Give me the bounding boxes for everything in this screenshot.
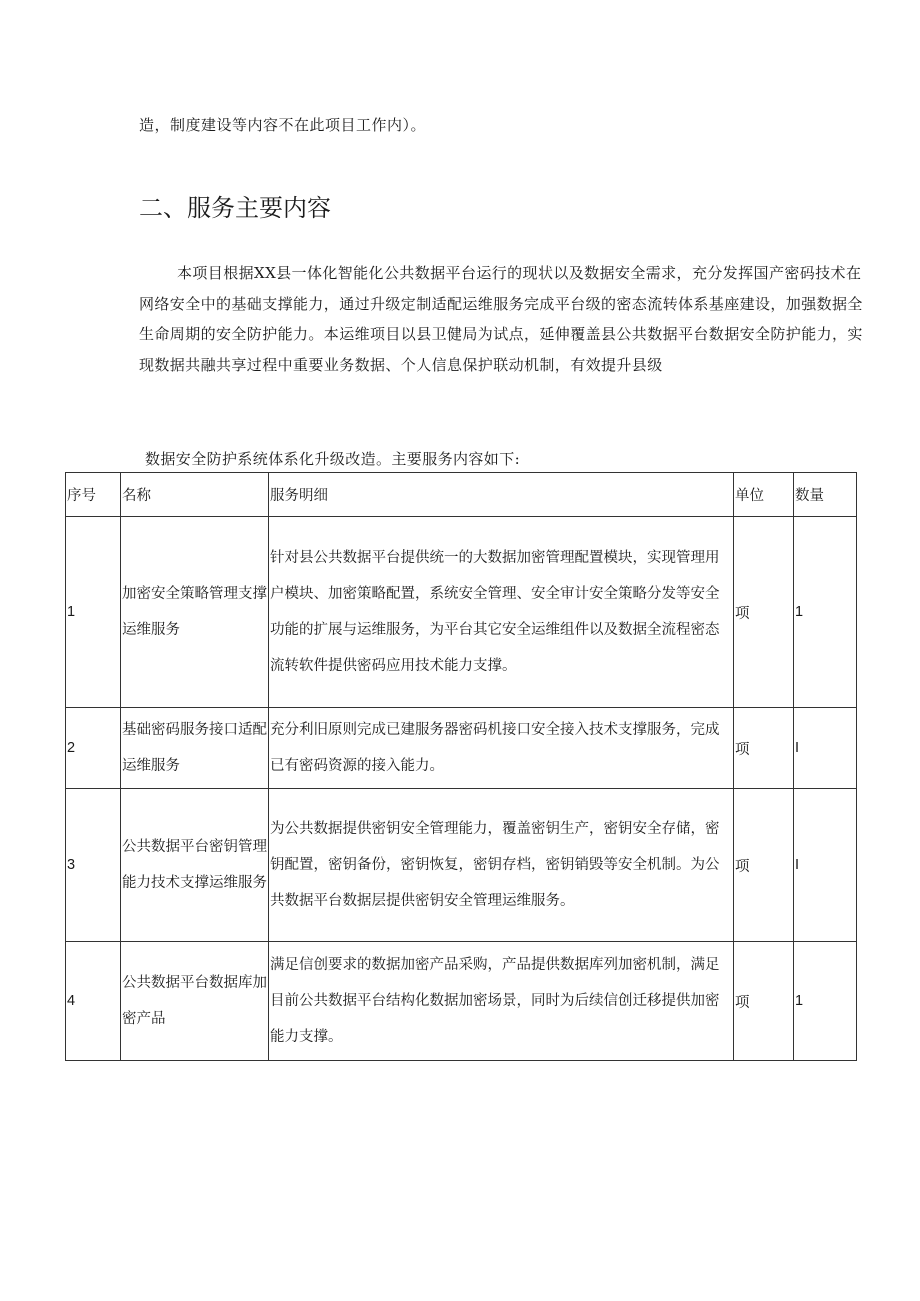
row-detail: 为公共数据提供密钥安全管理能力，覆盖密钥生产，密钥安全存储，密钥配置，密钥备份，密钥恢复，密钥存档，密钥销毁等安全机制。为公共数据平台数据层提供密钥安全管理运维服务。 — [269, 789, 734, 942]
row-name: 加密安全策略管理支撑运维服务 — [121, 517, 269, 708]
intro-paragraph: 本项目根据XX县一体化智能化公共数据平台运行的现状以及数据安全需求，充分发挥国产密码技术在网络安全中的基础支撑能力，通过升级定制适配运维服务完成平台级的密态流转体系基座建设，加强数据全生命周期的安全防护能力。本运维项目以县卫健局为试点，延伸覆盖县公共数据平台数据安全防护能力，实现数据共融共享过程中重要业务数据、个人信息保护联动机制，有效提升县级 — [139, 264, 863, 374]
table-row — [66, 517, 857, 708]
row-detail: 满足信创要求的数据加密产品采购，产品提供数据库列加密机制，满足目前公共数据平台结构化数据加密场景，同时为后续信创迁移提供加密能力支撑。 — [269, 942, 734, 1061]
row-qty: I — [794, 708, 857, 789]
row-no: 2 — [66, 708, 121, 789]
row-name: 公共数据平台密钥管理能力技术支撑运维服务 — [121, 789, 269, 942]
row-name: 基础密码服务接口适配运维服务 — [121, 708, 269, 789]
row-no: 4 — [66, 942, 121, 1061]
section-title: 二、服务主要内容 — [139, 194, 331, 222]
header-name: 名称 — [121, 473, 269, 517]
intro-tail: 数据安全防护系统体系化升级改造。主要服务内容如下: — [145, 450, 521, 468]
header-unit: 单位 — [734, 473, 794, 517]
row-unit: 项 — [734, 942, 794, 1061]
row-detail: 充分利旧原则完成已建服务器密码机接口安全接入技术支撑服务，完成已有密码资源的接入能力。 — [269, 708, 734, 789]
row-unit: 项 — [734, 789, 794, 942]
header-no: 序号 — [66, 473, 121, 517]
row-qty: 1 — [794, 517, 857, 708]
row-unit: 项 — [734, 708, 794, 789]
carryover-text: 造，制度建设等内容不在此项目工作内）。 — [139, 116, 427, 134]
row-name: 公共数据平台数据库加密产品 — [121, 942, 269, 1061]
row-detail: 针对县公共数据平台提供统一的大数据加密管理配置模块，实现管理用户模块、加密策略配置，系统安全管理、安全审计安全策略分发等安全功能的扩展与运维服务，为平台其它安全运维组件以及数据全流程密态流转软件提供密码应用技术能力支撑。 — [269, 517, 734, 708]
row-unit: 项 — [734, 517, 794, 708]
table-row — [66, 708, 857, 789]
row-qty: I — [794, 789, 857, 942]
row-qty: 1 — [794, 942, 857, 1061]
row-no: 3 — [66, 789, 121, 942]
header-qty: 数量 — [794, 473, 857, 517]
table-row — [66, 789, 857, 942]
row-no: 1 — [66, 517, 121, 708]
services-table — [65, 472, 857, 1061]
table-header-row — [66, 473, 857, 517]
table-row — [66, 942, 857, 1061]
header-detail: 服务明细 — [269, 473, 734, 517]
